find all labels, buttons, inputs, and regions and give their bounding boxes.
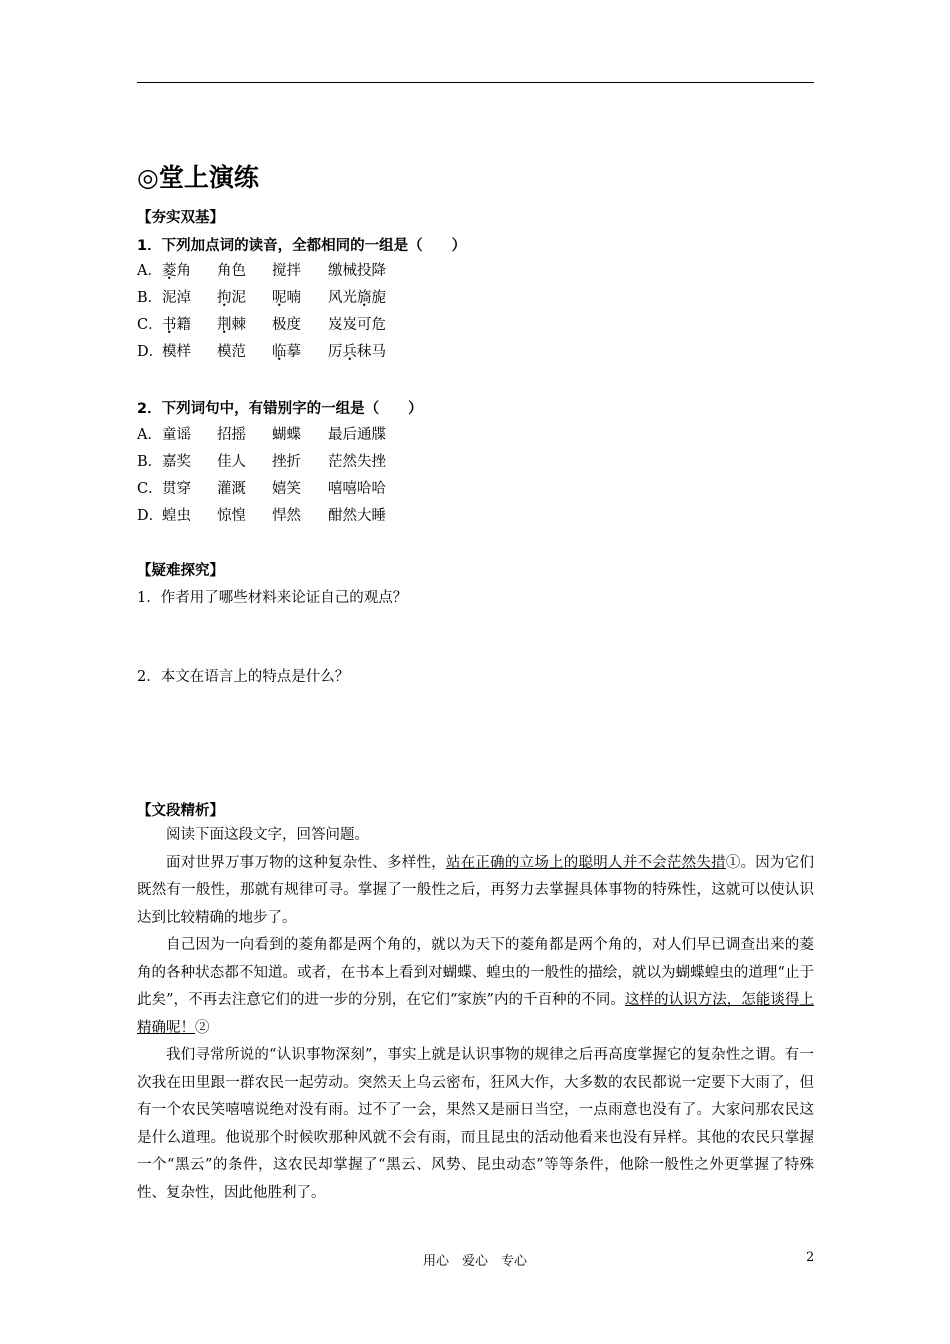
- passage-intro: 阅读下面这段文字，回答问题。: [166, 827, 369, 843]
- heading-basics: 【夯实双基】: [137, 210, 224, 226]
- heading-passage-analysis: 【文段精析】: [137, 803, 224, 819]
- q1-b-word: 呢喃: [272, 290, 301, 306]
- header-rule: [137, 82, 814, 83]
- q1-d-word: 模样: [162, 344, 191, 360]
- q1-a-word: 菱角: [162, 263, 191, 279]
- document-page: ◎堂上演练 【夯实双基】 1．下列加点词的读音，全都相同的一组是（ ） A． 菱角 角色 搅拌 缴械投降 B． 泥淖 拘泥 呢喃 风光旖旎 C． 书籍 荆棘 极度 岌岌可危 D． 模样 模范 临摹 厉兵秣马 2．下列词句中，有错别字的一组是（ ） A． 童谣 招摇 蝴蝶 最后通牒 B． 嘉奖 佳人 挫折 茫然失挫 C． 贯穿 灌溉 嬉笑 嘻嘻哈哈 D． 蝗虫 惊惶 悍然 酣然大睡 【疑难探究】 1．作者用了哪些材料来论证自己的观点？ 2．本文在语言上的特点是什么？ 【文段精析】 阅读下面这段文字，回答问题。 面对世界万事万物的这种复杂性、多样性，站在正确的立场上的聪明人并不会茫然失措①。因为它们既然有一般性，那就有规律可寻。掌握了一般性之后，再努力去掌握具体事物的特殊性，这就可以使认识达到比较精确的地步了。 自己因为一向看到的菱角都是两个角的，就以为天下的菱角都是两个角的，对人们早已调查出来的菱角的各种状态都不知道。或者，在书本上看到对蝴蝶、蝗虫的一般性的描绘，就以为蝴蝶蝗虫的道理“止于此矣”，不再去注意它们的进一步的分别，在它们“家族”内的千百种的不同。这样的认识方法，怎能谈得上精确呢！② 我们寻常所说的“认识事物深刻”，事实上就是认识事物的规律之后再高度掌握它的复杂性之谓。有一次我在田里跟一群农民一起劳动。突然天上乌云密布，狂风大作，大多数的农民都说一定要下大雨了，但有一个农民笑嘻嘻说绝对没有雨。过不了一会，果然又是丽日当空，一点雨意也没有了。大家问那农民这是什么道理。他说那个时候吹那种风就不会有雨，而且昆虫的活动他看来也没有异样。其他的农民只掌握一个“黑云”的条件，这农民却掌握了“黑云、风势、昆虫动态”等等条件，他除一般性之外更掌握了特殊性、复杂性，因此他胜利了。 用心 爱心 专心 2: [0, 0, 950, 1344]
- q1-c-word: 岌岌可危: [328, 317, 386, 333]
- page-number: 2: [806, 1250, 815, 1265]
- q1-d-word: 厉兵秣马: [328, 344, 386, 360]
- question-1-stem: 1．下列加点词的读音，全都相同的一组是（ ）: [137, 238, 467, 254]
- passage-paragraph-1: 面对世界万事万物的这种复杂性、多样性，站在正确的立场上的聪明人并不会茫然失措①。因为它们既然有一般性，那就有规律可寻。掌握了一般性之后，再努力去掌握具体事物的特殊性，这就可以使认识达到比较精确的地步了。: [137, 854, 815, 926]
- q1-c-word: 极度: [272, 317, 301, 333]
- q1-d-word: 临摹: [272, 344, 301, 360]
- q1-c-word: 荆棘: [217, 317, 246, 333]
- passage-paragraph-3: 我们寻常所说的“认识事物深刻”，事实上就是认识事物的规律之后再高度掌握它的复杂性之谓。有一次我在田里跟一群农民一起劳动。突然天上乌云密布，狂风大作，大多数的农民都说一定要下大雨了，但有一个农民笑嘻嘻说绝对没有雨。过不了一会，果然又是丽日当空，一点雨意也没有了。大家问那农民这是什么道理。他说那个时候吹那种风就不会有雨，而且昆虫的活动他看来也没有异样。其他的农民只掌握一个“黑云”的条件，这农民却掌握了“黑云、风势、昆虫动态”等等条件，他除一般性之外更掌握了特殊性、复杂性，因此他胜利了。: [137, 1047, 814, 1201]
- footer-motto: 用心 爱心 专心: [422, 1254, 527, 1269]
- q1-a-word: 搅拌: [272, 263, 301, 279]
- q1-a-word: 角色: [217, 263, 246, 279]
- q1-d-word: 模范: [217, 344, 246, 360]
- inquiry-question-2: 2．本文在语言上的特点是什么？: [137, 669, 350, 685]
- q1-b-word: 泥淖: [162, 290, 191, 306]
- section-title: ◎堂上演练: [137, 163, 259, 192]
- q1-c-word: 书籍: [162, 317, 191, 333]
- underlined-sentence-2: 这样的认识方法，怎能谈得上精确呢！: [137, 992, 814, 1036]
- q1-b-word: 风光旖旎: [328, 290, 386, 306]
- passage-paragraph-2: 自己因为一向看到的菱角都是两个角的，就以为天下的菱角都是两个角的，对人们早已调查出来的菱角的各种状态都不知道。或者，在书本上看到对蝴蝶、蝗虫的一般性的描绘，就以为蝴蝶蝗虫的道理“止于此矣”，不再去注意它们的进一步的分别，在它们“家族”内的千百种的不同。这样的认识方法，怎能谈得上精确呢！②: [137, 937, 814, 1036]
- inquiry-question-1: 1．作者用了哪些材料来论证自己的观点？: [137, 590, 408, 606]
- underlined-sentence-1: 站在正确的立场上的聪明人并不会茫然失措: [445, 854, 726, 871]
- question-2-stem: 2．下列词句中，有错别字的一组是（ ）: [137, 401, 423, 417]
- q1-b-word: 拘泥: [217, 290, 246, 306]
- q1-a-word: 缴械投降: [328, 263, 386, 279]
- heading-inquiry: 【疑难探究】: [137, 563, 224, 579]
- passage: [137, 822, 814, 1207]
